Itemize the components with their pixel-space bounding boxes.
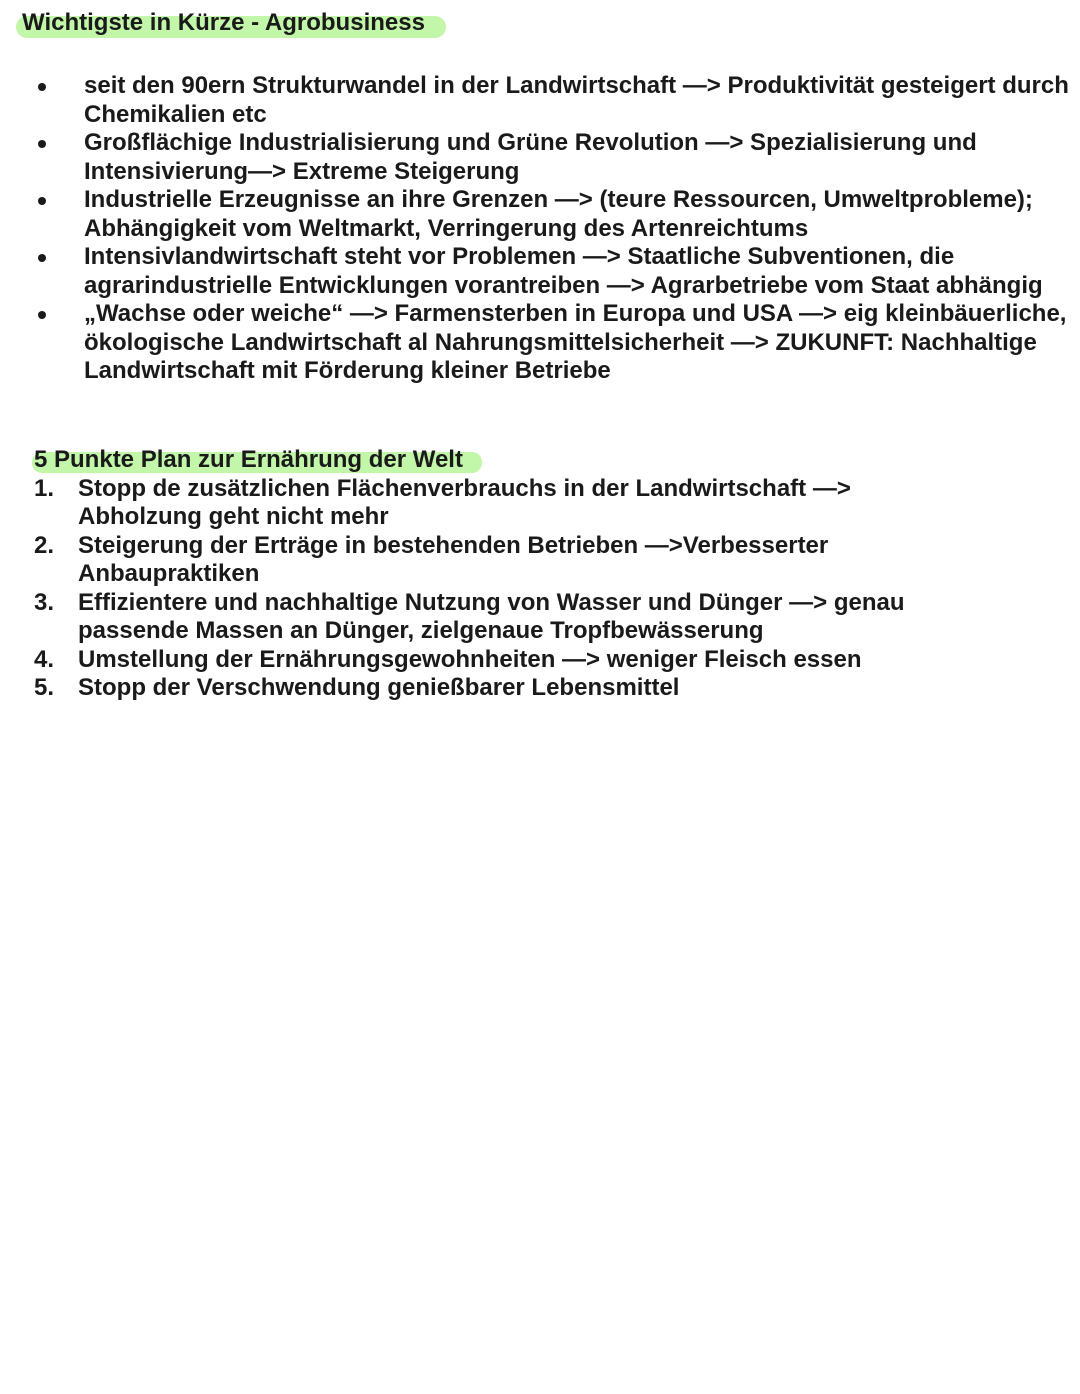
bullet-dot-icon (38, 140, 46, 148)
bullet-item (0, 300, 1074, 386)
plan-item-text: Stopp de zusätzlichen Flächenverbrauchs in der Landwirtschaft —> Abholzung geht nicht mehr (78, 474, 851, 530)
page-title: Wichtigste in Kürze - Agrobusiness (22, 9, 425, 36)
plan-item-number: 1. (34, 474, 55, 502)
plan-numbered-list (34, 475, 958, 703)
bullet-dot-icon (38, 311, 46, 319)
plan-item (34, 674, 958, 703)
plan-item (34, 589, 958, 646)
bullet-item (0, 129, 1074, 186)
plan-item-text: Effizientere und nachhaltige Nutzung von Wasser und Dünger —> genau passende Massen an Dünger, zielgenaue Tropfbewässerung (78, 588, 905, 644)
bullet-item (0, 186, 1074, 243)
plan-item (34, 646, 958, 675)
plan-item-number: 4. (34, 645, 55, 673)
summary-bullet-list (0, 72, 1074, 386)
bullet-text: „Wachse oder weiche“ —> Farmensterben in Europa und USA —> eig kleinbäuerliche, ökologische Landwirtschaft al Nahrungsmittelsicherheit —> ZUKUNFT: Nachhaltige Landwirtschaft mit Förderung kleiner Betriebe (84, 300, 1067, 384)
plan-item (34, 475, 958, 532)
plan-section (34, 446, 958, 703)
plan-title: 5 Punkte Plan zur Ernährung der Welt (34, 446, 463, 473)
plan-item-text: Umstellung der Ernährungsgewohnheiten —> weniger Fleisch essen (78, 645, 862, 673)
bullet-text: seit den 90ern Strukturwandel in der Landwirtschaft —> Produktivität gesteigert durch Chemikalien etc (84, 72, 1069, 128)
plan-item-number: 5. (34, 674, 55, 701)
page-title-block (20, 8, 435, 38)
bullet-dot-icon (38, 197, 46, 205)
bullet-text: Intensivlandwirtschaft steht vor Problemen —> Staatliche Subventionen, die agrarindustrielle Entwicklungen vorantreiben —> Agrarbetriebe vom Staat abhängig (84, 243, 1043, 299)
bullet-dot-icon (38, 83, 46, 91)
bullet-item (0, 243, 1074, 300)
plan-title-block (34, 446, 467, 475)
plan-item-text: Steigerung der Erträge in bestehenden Betrieben —>Verbesserter Anbaupraktiken (78, 531, 829, 587)
bullet-item (0, 72, 1074, 129)
bullet-dot-icon (38, 254, 46, 262)
plan-item-number: 3. (34, 588, 55, 616)
plan-item-text: Stopp der Verschwendung genießbarer Lebensmittel (78, 674, 680, 701)
plan-item (34, 532, 958, 589)
bullet-text: Großflächige Industrialisierung und Grüne Revolution —> Spezialisierung und Intensivierung—> Extreme Steigerung (84, 129, 977, 185)
plan-item-number: 2. (34, 531, 55, 559)
bullet-text: Industrielle Erzeugnisse an ihre Grenzen —> (teure Ressourcen, Umweltprobleme); Abhängigkeit vom Weltmarkt, Verringerung des Artenreichtums (84, 186, 1033, 242)
